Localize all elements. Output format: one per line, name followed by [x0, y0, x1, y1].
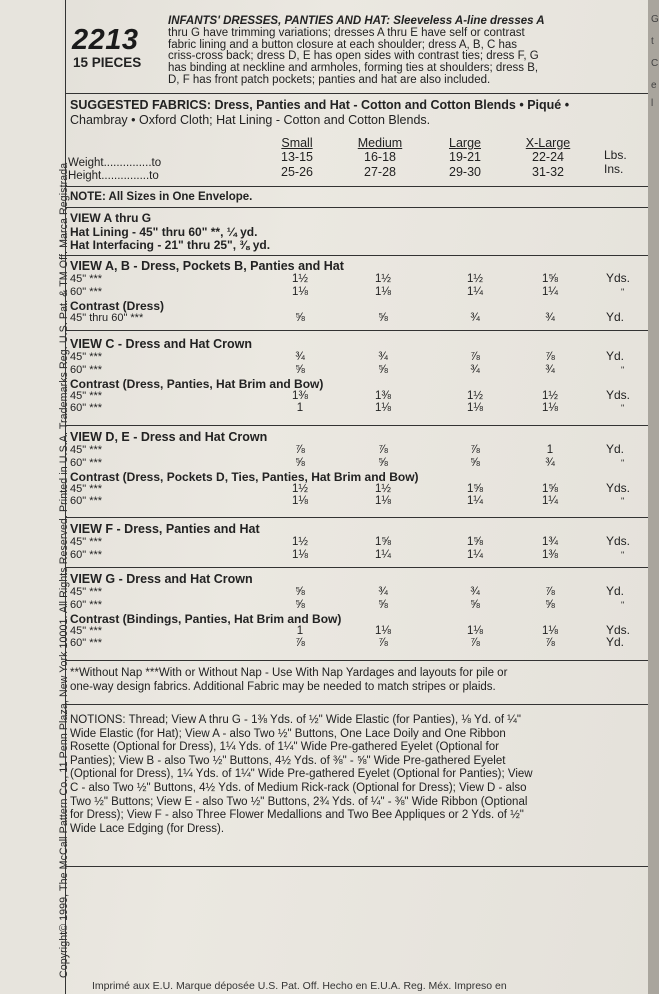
description-line: thru G have trimming variations; dresses A thru E have self or contrast	[168, 27, 525, 39]
yardage-unit: Yds.	[606, 271, 631, 285]
yardage-unit: "	[621, 403, 625, 414]
yardage-value: ⅞	[545, 586, 555, 598]
yardage-value: ¾	[378, 586, 388, 598]
yardage-value: 1¼	[467, 548, 483, 561]
yardage-value: 1½	[375, 273, 391, 285]
yardage-value: 1⅛	[542, 624, 558, 637]
yardage-unit: Yd.	[606, 309, 625, 324]
yardage-value: ¾	[545, 311, 555, 324]
contrast-subtitle: Contrast (Dress, Panties, Hat Brim and Bow)	[70, 376, 324, 391]
divider	[65, 186, 648, 187]
yardage-value: ¾	[470, 586, 480, 598]
hat-interfacing: Hat Interfacing - 21" thru 25", ⅜ yd.	[70, 238, 271, 252]
yardage-value: 1¼	[467, 495, 483, 508]
yardage-unit: "	[621, 457, 625, 468]
yardage-value: 1¼	[375, 548, 391, 561]
divider	[65, 93, 648, 94]
hat-lining: Hat Lining - 45" thru 60" **, ¼ yd.	[70, 225, 258, 239]
divider	[65, 425, 648, 426]
yardage-value: 1⅛	[292, 495, 308, 508]
divider	[65, 704, 648, 705]
yardage-value: ⅞	[295, 444, 305, 456]
yardage-value: 1½	[542, 389, 558, 402]
yardage-value: 1⅝	[467, 482, 483, 495]
description-line: fabric lining and a button closure at each shoulder; dress A, B, C has	[168, 39, 518, 51]
height-value: 31-32	[532, 165, 564, 179]
yardage-value: ⅝	[545, 598, 555, 611]
weight-value: 16-18	[364, 150, 396, 164]
notions-line: Panties); View B - also Two ½" Buttons, 4½ Yds. of ⅜" - ⅝" Wide Pre-gathered Eyelet	[70, 754, 506, 767]
yardage-value: ⅝	[295, 586, 305, 598]
fabrics-line-1: SUGGESTED FABRICS: Dress, Panties and Hat - Cotton and Cotton Blends • Piqué •	[70, 98, 570, 112]
yardage-value: ⅞	[470, 444, 480, 456]
divider	[65, 207, 648, 208]
view-title: VIEW D, E - Dress and Hat Crown	[70, 430, 268, 444]
yardage-unit: Yd.	[606, 442, 625, 456]
contrast-subtitle: Contrast (Bindings, Panties, Hat Brim and Bow)	[70, 611, 342, 626]
yardage-value: 1⅛	[467, 402, 483, 415]
nap-note-line: one-way design fabrics. Additional Fabric may be needed to match stripes or plaids.	[70, 681, 496, 693]
yardage-value: 1⅝	[375, 536, 391, 548]
footer-text: Imprimé aux E.U. Marque déposée U.S. Pat. Off. Hecho en E.U.A. Reg. Méx. Impreso en	[92, 980, 507, 992]
yardage-value: ¾	[470, 311, 480, 324]
weight-value: 22-24	[532, 150, 564, 164]
notions-line: Rosette (Optional for Dress), 1¼ Yds. of 1¼" Wide Pre-gathered Eyelet (Optional for	[70, 741, 499, 754]
yardage-value: 1⅛	[292, 285, 308, 298]
yardage-value: 1½	[467, 273, 483, 285]
height-unit: Ins.	[604, 162, 624, 176]
fabric-width-label: 60" ***	[70, 495, 103, 508]
divider	[65, 660, 648, 661]
notions-line: NOTIONS: Thread; View A thru G - 1⅜ Yds. of ½" Wide Elastic (for Panties), ⅛ Yd. of ¼"	[70, 714, 521, 726]
yardage-value: 1⅜	[292, 389, 308, 402]
yardage-value: 1⅛	[375, 402, 391, 415]
yardage-value: ⅝	[470, 598, 480, 611]
fabric-width-label: 60" ***	[70, 598, 103, 611]
yardage-value: ⅞	[295, 637, 305, 650]
view-title: VIEW G - Dress and Hat Crown	[70, 572, 253, 586]
weight-value: 19-21	[449, 150, 481, 164]
fabric-width-label: 60" ***	[70, 456, 103, 469]
left-margin-strip	[0, 0, 62, 994]
yardage-value: ⅞	[378, 444, 388, 456]
height-value: 29-30	[449, 165, 481, 179]
fabric-width-label: 60" ***	[70, 363, 103, 376]
weight-unit: Lbs.	[604, 148, 627, 162]
yardage-value: 1⅜	[542, 548, 558, 561]
yardage-value: 1⅛	[375, 285, 391, 298]
fabric-width-label: 60" ***	[70, 637, 103, 650]
view-title: VIEW F - Dress, Panties and Hat	[70, 522, 260, 536]
fabric-width-label: 45" ***	[70, 389, 103, 402]
yardage-value: 1⅛	[375, 495, 391, 508]
yardage-value: ⅝	[295, 598, 305, 611]
divider	[65, 567, 648, 568]
yardage-value: ¾	[470, 363, 480, 376]
fabric-width-label: 45" ***	[70, 273, 103, 285]
notions-line: Wide Elastic (for Hat); View A - also Two ½" Buttons, One Lace Doily and One Ribbon	[70, 727, 506, 740]
view-title: VIEW A, B - Dress, Pockets B, Panties and Hat	[70, 259, 344, 273]
yardage-value: 1½	[292, 482, 308, 495]
yardage-value: 1⅛	[467, 624, 483, 637]
yardage-value: ¾	[545, 456, 555, 469]
yardage-value: 1½	[375, 482, 391, 495]
right-edge-char: l	[651, 98, 654, 109]
yardage-value: ¾	[378, 351, 388, 363]
copyright-vertical-text: Copyright© 1999, The McCall Pattern Co., 11 Penn Plaza, New York 10001. All Rights Reserved. Printed in U.S.A. Trademarks Reg. U.S. Pat. & TM Off. Marca Registrada	[58, 162, 70, 978]
fabric-width-label: 60" ***	[70, 402, 103, 415]
yardage-unit: "	[621, 364, 625, 375]
yardage-value: 1¼	[467, 285, 483, 298]
notions-line: C - also Two ½" Buttons, 4½ Yds. of Medium Rick-rack (Optional for Dress); View D - also	[70, 782, 527, 794]
yardage-value: 1¼	[542, 285, 558, 298]
fabrics-line-2: Chambray • Oxford Cloth; Hat Lining - Cotton and Cotton Blends.	[70, 113, 431, 127]
yardage-value: ⅞	[545, 637, 555, 650]
yardage-unit: "	[621, 496, 625, 507]
yardage-value: 1⅜	[375, 389, 391, 402]
notions-line: Two ½" Buttons; View E - also Two ½" Buttons, 2¾ Yds. of ¼" - ⅜" Wide Ribbon (Optional	[70, 795, 528, 808]
fabric-width-label: 45" ***	[70, 624, 103, 637]
yardage-value: 1½	[292, 536, 308, 548]
yardage-value: 1¾	[542, 536, 558, 548]
yardage-value: 1⅝	[542, 273, 558, 285]
divider	[65, 330, 648, 331]
notions-line: (Optional for Dress), 1¼ Yds. of 1¼" Wide Pre-gathered Eyelet (Optional for Panties); View	[70, 768, 533, 781]
right-edge-char: t	[651, 36, 654, 47]
weight-value: 13-15	[281, 150, 313, 164]
right-edge-char: e	[651, 80, 657, 91]
yardage-value: ⅝	[295, 311, 305, 324]
yardage-value: 1	[296, 402, 304, 415]
fabric-width-label: 45" ***	[70, 536, 103, 548]
yardage-value: ⅞	[470, 351, 480, 363]
fabric-width-label: 45" ***	[70, 351, 103, 363]
yardage-value: ⅞	[378, 637, 388, 650]
size-header: Small	[281, 136, 313, 150]
yardage-value: 1⅛	[375, 624, 391, 637]
yardage-unit: Yd.	[606, 349, 625, 363]
yardage-unit: Yds.	[606, 622, 631, 637]
pattern-number: 2213	[72, 24, 139, 56]
yardage-unit: "	[621, 286, 625, 297]
height-label: Height...............to	[68, 170, 159, 182]
fabric-width-label: 60" ***	[70, 548, 103, 561]
yardage-unit: Yds.	[606, 387, 631, 402]
description-line: criss-cross back; dress D, E has open sides with contrast ties; dress F, G	[168, 50, 539, 62]
yardage-value: 1⅝	[542, 482, 558, 495]
yardage-unit: Yds.	[606, 534, 631, 548]
yardage-unit: Yd.	[606, 635, 625, 650]
divider	[65, 517, 648, 518]
nap-note-line: **Without Nap ***With or Without Nap - Use With Nap Yardages and layouts for pile or	[70, 667, 508, 679]
view-a-hat-title: VIEW A thru G	[70, 211, 152, 225]
yardage-value: 1	[546, 444, 554, 456]
yardage-value: ⅝	[378, 598, 388, 611]
size-header: Large	[449, 136, 481, 150]
yardage-value: 1½	[467, 389, 483, 402]
height-value: 25-26	[281, 165, 313, 179]
yardage-value: 1½	[292, 273, 308, 285]
yardage-value: ⅞	[545, 351, 555, 363]
fabric-width-label: 45" ***	[70, 586, 103, 598]
contrast-subtitle: Contrast (Dress)	[70, 298, 165, 313]
note: NOTE: All Sizes in One Envelope.	[70, 191, 253, 203]
height-value: 27-28	[364, 165, 396, 179]
yardage-value: ⅝	[295, 456, 305, 469]
fabric-width-label: 45" ***	[70, 444, 103, 456]
description-line: has binding at neckline and armholes, forming ties at shoulders; dress B,	[168, 62, 539, 74]
yardage-value: ⅞	[470, 637, 480, 650]
yardage-value: ⅝	[378, 456, 388, 469]
yardage-value: 1⅛	[292, 548, 308, 561]
yardage-unit: Yd.	[606, 584, 625, 598]
notions-line: for Dress); View F - also Three Flower Medallions and Two Bee Appliques or 2 Yds. of ½"	[70, 809, 524, 822]
yardage-unit: Yds.	[606, 480, 631, 495]
right-edge-strip	[648, 0, 659, 994]
fabric-width-label: 45" ***	[70, 482, 103, 495]
yardage-value: 1¼	[542, 495, 558, 508]
notions-line: Wide Lace Edging (for Dress).	[70, 822, 225, 835]
pieces-count: 15 PIECES	[73, 55, 142, 70]
yardage-value: ⅝	[378, 363, 388, 376]
yardage-value: ⅝	[295, 363, 305, 376]
size-header: X-Large	[525, 136, 571, 150]
right-edge-char: C	[651, 58, 659, 69]
divider	[65, 866, 648, 867]
yardage-value: 1⅛	[542, 402, 558, 415]
description-line: D, F has front patch pockets; panties and hat are also included.	[168, 74, 491, 86]
contrast-subtitle: Contrast (Dress, Pockets D, Ties, Panties, Hat Brim and Bow)	[70, 469, 419, 484]
fabric-width-label: 45" thru 60" ***	[70, 311, 144, 324]
yardage-value: ¾	[295, 351, 305, 363]
size-header: Medium	[357, 136, 403, 150]
yardage-value: 1	[296, 624, 304, 637]
yardage-unit: "	[621, 599, 625, 610]
description-line: INFANTS' DRESSES, PANTIES AND HAT: Sleeveless A-line dresses A	[168, 15, 545, 27]
yardage-value: 1⅝	[467, 536, 483, 548]
yardage-value: ⅝	[470, 456, 480, 469]
view-title: VIEW C - Dress and Hat Crown	[70, 337, 252, 351]
yardage-value: ¾	[545, 363, 555, 376]
divider	[65, 255, 648, 256]
yardage-unit: "	[621, 549, 625, 560]
fabric-width-label: 60" ***	[70, 285, 103, 298]
right-edge-char: G	[651, 14, 659, 25]
yardage-value: ⅝	[378, 311, 388, 324]
weight-label: Weight...............to	[68, 157, 162, 169]
